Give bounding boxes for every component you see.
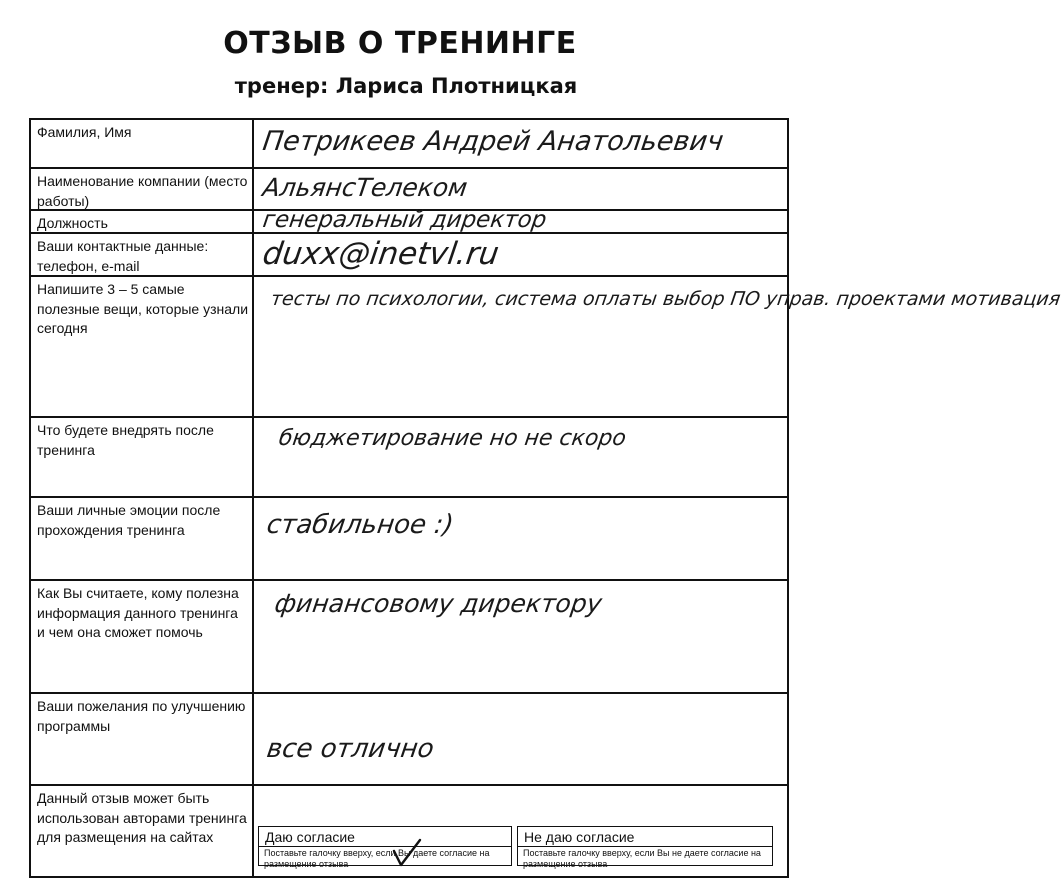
answer-line: стабильное :) — [264, 510, 456, 540]
row-consent — [31, 786, 787, 880]
row-useful — [31, 277, 1062, 418]
consent-disagree-title: Не даю согласие — [524, 829, 635, 845]
page-subtitle: тренер: Лариса Плотницкая — [234, 74, 578, 98]
row-company — [31, 169, 787, 211]
label-position: Должность — [37, 215, 108, 231]
label-suggestions: Ваши пожелания по улучшению программы — [37, 698, 246, 734]
label-company: Наименование компании (место работы) — [37, 173, 248, 209]
consent-disagree-box[interactable] — [517, 826, 773, 869]
answer-emotions[interactable] — [265, 510, 456, 540]
answer-line: финансовому директору — [272, 589, 604, 618]
answer-name[interactable] — [261, 126, 725, 157]
label-emotions: Ваши личные эмоции после прохождения тренинга — [37, 502, 221, 538]
answer-line: тесты по психологии, — [269, 288, 491, 310]
consent-divider — [259, 846, 511, 847]
page-title: ОТЗЫВ О ТРЕНИНГЕ — [223, 26, 577, 61]
answer-suggestions[interactable] — [265, 734, 436, 764]
label-implement: Что будете внедрять после тренинга — [37, 422, 214, 458]
answer-line: duxx@inetvl.ru — [260, 236, 502, 272]
answer-contacts[interactable] — [260, 236, 501, 272]
row-position — [31, 207, 787, 234]
checkmark-icon — [391, 837, 423, 869]
answer-implement[interactable] — [277, 426, 627, 451]
label-consent: Данный отзыв может быть использован авторами тренинга для размещения на сайтах — [37, 790, 247, 845]
answer-position[interactable] — [261, 207, 548, 233]
answer-line: управ. проектами — [764, 288, 947, 310]
answer-line: выбор ПО — [661, 288, 762, 310]
answer-line: Петрикеев Андрей Анатольевич — [260, 126, 726, 157]
row-name — [31, 120, 787, 169]
feedback-form — [29, 118, 1062, 878]
answer-company[interactable] — [261, 173, 469, 202]
answer-line: бюджетирование но не скоро — [277, 426, 628, 451]
answer-line: мотивация — [949, 288, 1062, 310]
consent-agree-note: Поставьте галочку вверху, если Вы даете согласие на размещение отзыва — [264, 848, 490, 869]
row-benefit — [31, 581, 787, 694]
consent-divider — [518, 846, 772, 847]
consent-agree-title: Даю согласие — [265, 829, 355, 845]
consent-agree-box[interactable] — [258, 826, 512, 869]
label-contacts: Ваши контактные данные: телефон, e-mail — [37, 238, 209, 274]
label-benefit: Как Вы считаете, кому полезна информация данного тренинга и чем она сможет помочь — [37, 585, 239, 640]
answer-line: генеральный директор — [261, 207, 549, 233]
answer-line: АльянсТелеком — [260, 173, 470, 202]
row-emotions — [31, 498, 787, 581]
answer-useful[interactable] — [269, 287, 1062, 312]
row-suggestions — [31, 694, 787, 786]
row-contacts — [31, 234, 787, 277]
row-implement — [31, 418, 787, 498]
answer-line: все отлично — [264, 734, 436, 764]
answer-benefit[interactable] — [273, 589, 604, 618]
consent-disagree-note: Поставьте галочку вверху, если Вы не даете согласие на размещение отзыва — [523, 848, 761, 869]
label-name: Фамилия, Имя — [37, 124, 132, 140]
label-useful: Напишите 3 – 5 самые полезные вещи, которые узнали сегодня — [37, 281, 249, 336]
answer-line: система оплаты — [493, 288, 659, 310]
